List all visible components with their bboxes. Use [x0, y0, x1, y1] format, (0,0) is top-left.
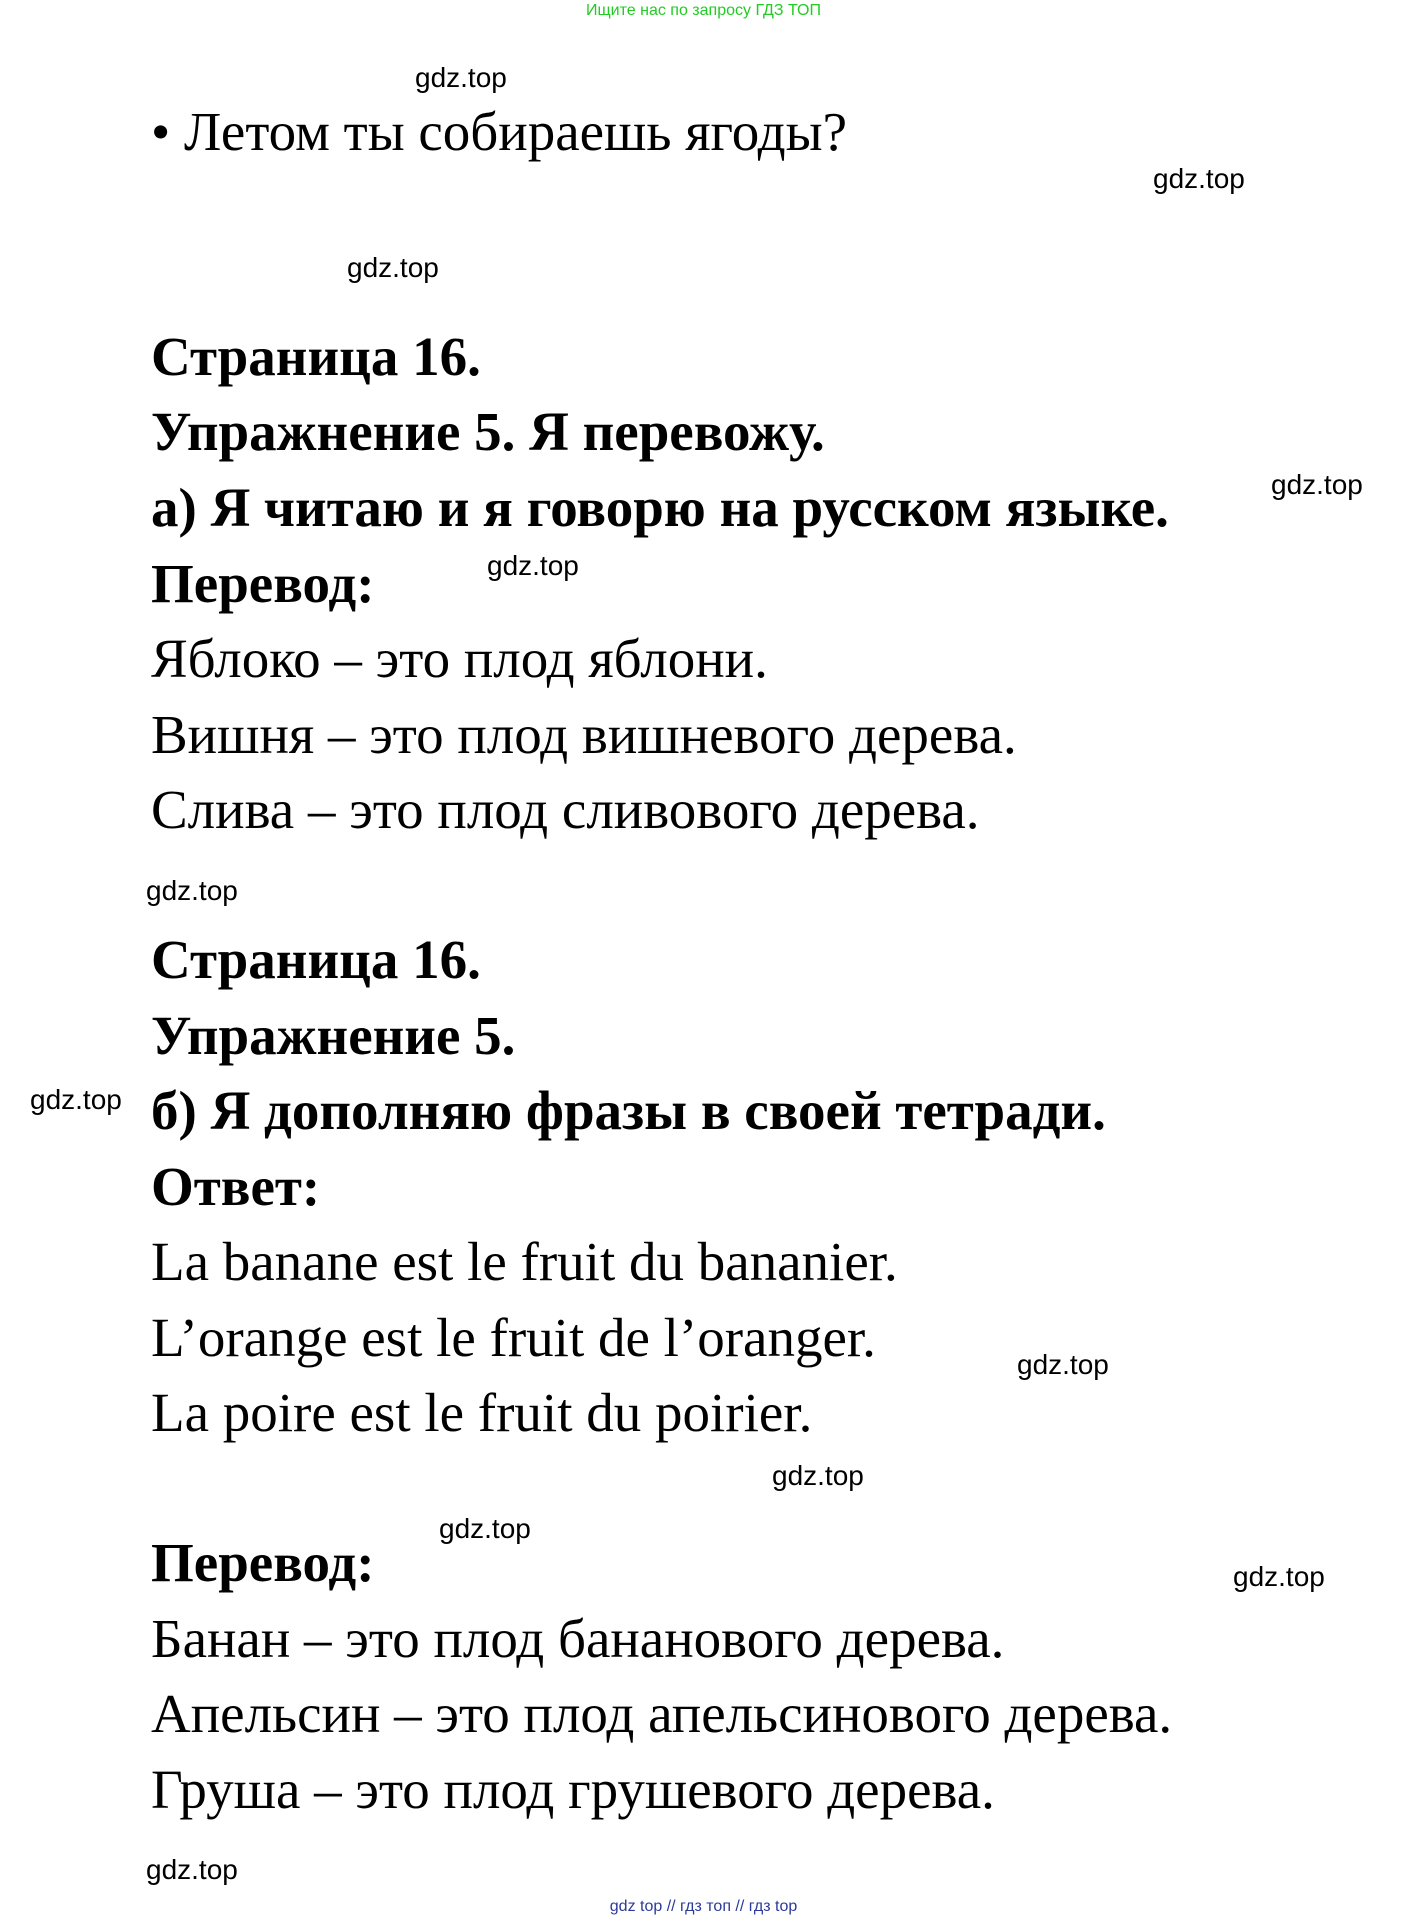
watermark: gdz.top	[146, 875, 238, 906]
question-line: • Летом ты собираешь ягоды?	[151, 101, 847, 162]
watermark: gdz.top	[1017, 1349, 1109, 1380]
translation-line-pear: Груша – это плод грушевого дерева.	[151, 1759, 995, 1820]
answer-line-pear: La poire est le fruit du poirier.	[151, 1382, 813, 1443]
translation-line-orange: Апельсин – это плод апельсинового дерева.	[151, 1683, 1173, 1744]
watermark: gdz.top	[415, 62, 507, 93]
translation-label-1: Перевод:	[151, 553, 375, 614]
task-a-heading: а) Я читаю и я говорю на русском языке.	[151, 477, 1169, 538]
watermark: gdz.top	[1233, 1561, 1325, 1592]
page-heading-2: Страница 16.	[151, 929, 481, 990]
translation-line-cherry: Вишня – это плод вишневого дерева.	[151, 704, 1017, 765]
watermark: gdz.top	[146, 1854, 238, 1885]
top-banner[interactable]: Ищите нас по запросу ГДЗ ТОП	[586, 2, 821, 19]
watermark: gdz.top	[439, 1513, 531, 1544]
translation-line-plum: Слива – это плод сливового дерева.	[151, 779, 980, 840]
translation-line-banana: Банан – это плод бананового дерева.	[151, 1608, 1005, 1669]
page-heading-1: Страница 16.	[151, 326, 481, 387]
answer-label: Ответ:	[151, 1156, 321, 1217]
exercise-heading-2: Упражнение 5.	[151, 1005, 516, 1066]
watermark: gdz.top	[772, 1460, 864, 1491]
translation-label-2: Перевод:	[151, 1532, 375, 1593]
footer-links[interactable]: gdz top // гдз топ // гдз top	[609, 1898, 798, 1915]
answer-line-banana: La banane est le fruit du bananier.	[151, 1231, 898, 1292]
exercise-heading-1: Упражнение 5. Я перевожу.	[151, 401, 825, 462]
task-b-heading: б) Я дополняю фразы в своей тетради.	[151, 1080, 1106, 1141]
watermark: gdz.top	[1153, 163, 1245, 194]
watermark: gdz.top	[347, 252, 439, 283]
watermark: gdz.top	[1271, 469, 1363, 500]
watermark: gdz.top	[30, 1084, 122, 1115]
translation-line-apple: Яблоко – это плод яблони.	[151, 628, 768, 689]
watermark: gdz.top	[487, 550, 579, 581]
answer-line-orange: L’orange est le fruit de l’oranger.	[151, 1307, 876, 1368]
